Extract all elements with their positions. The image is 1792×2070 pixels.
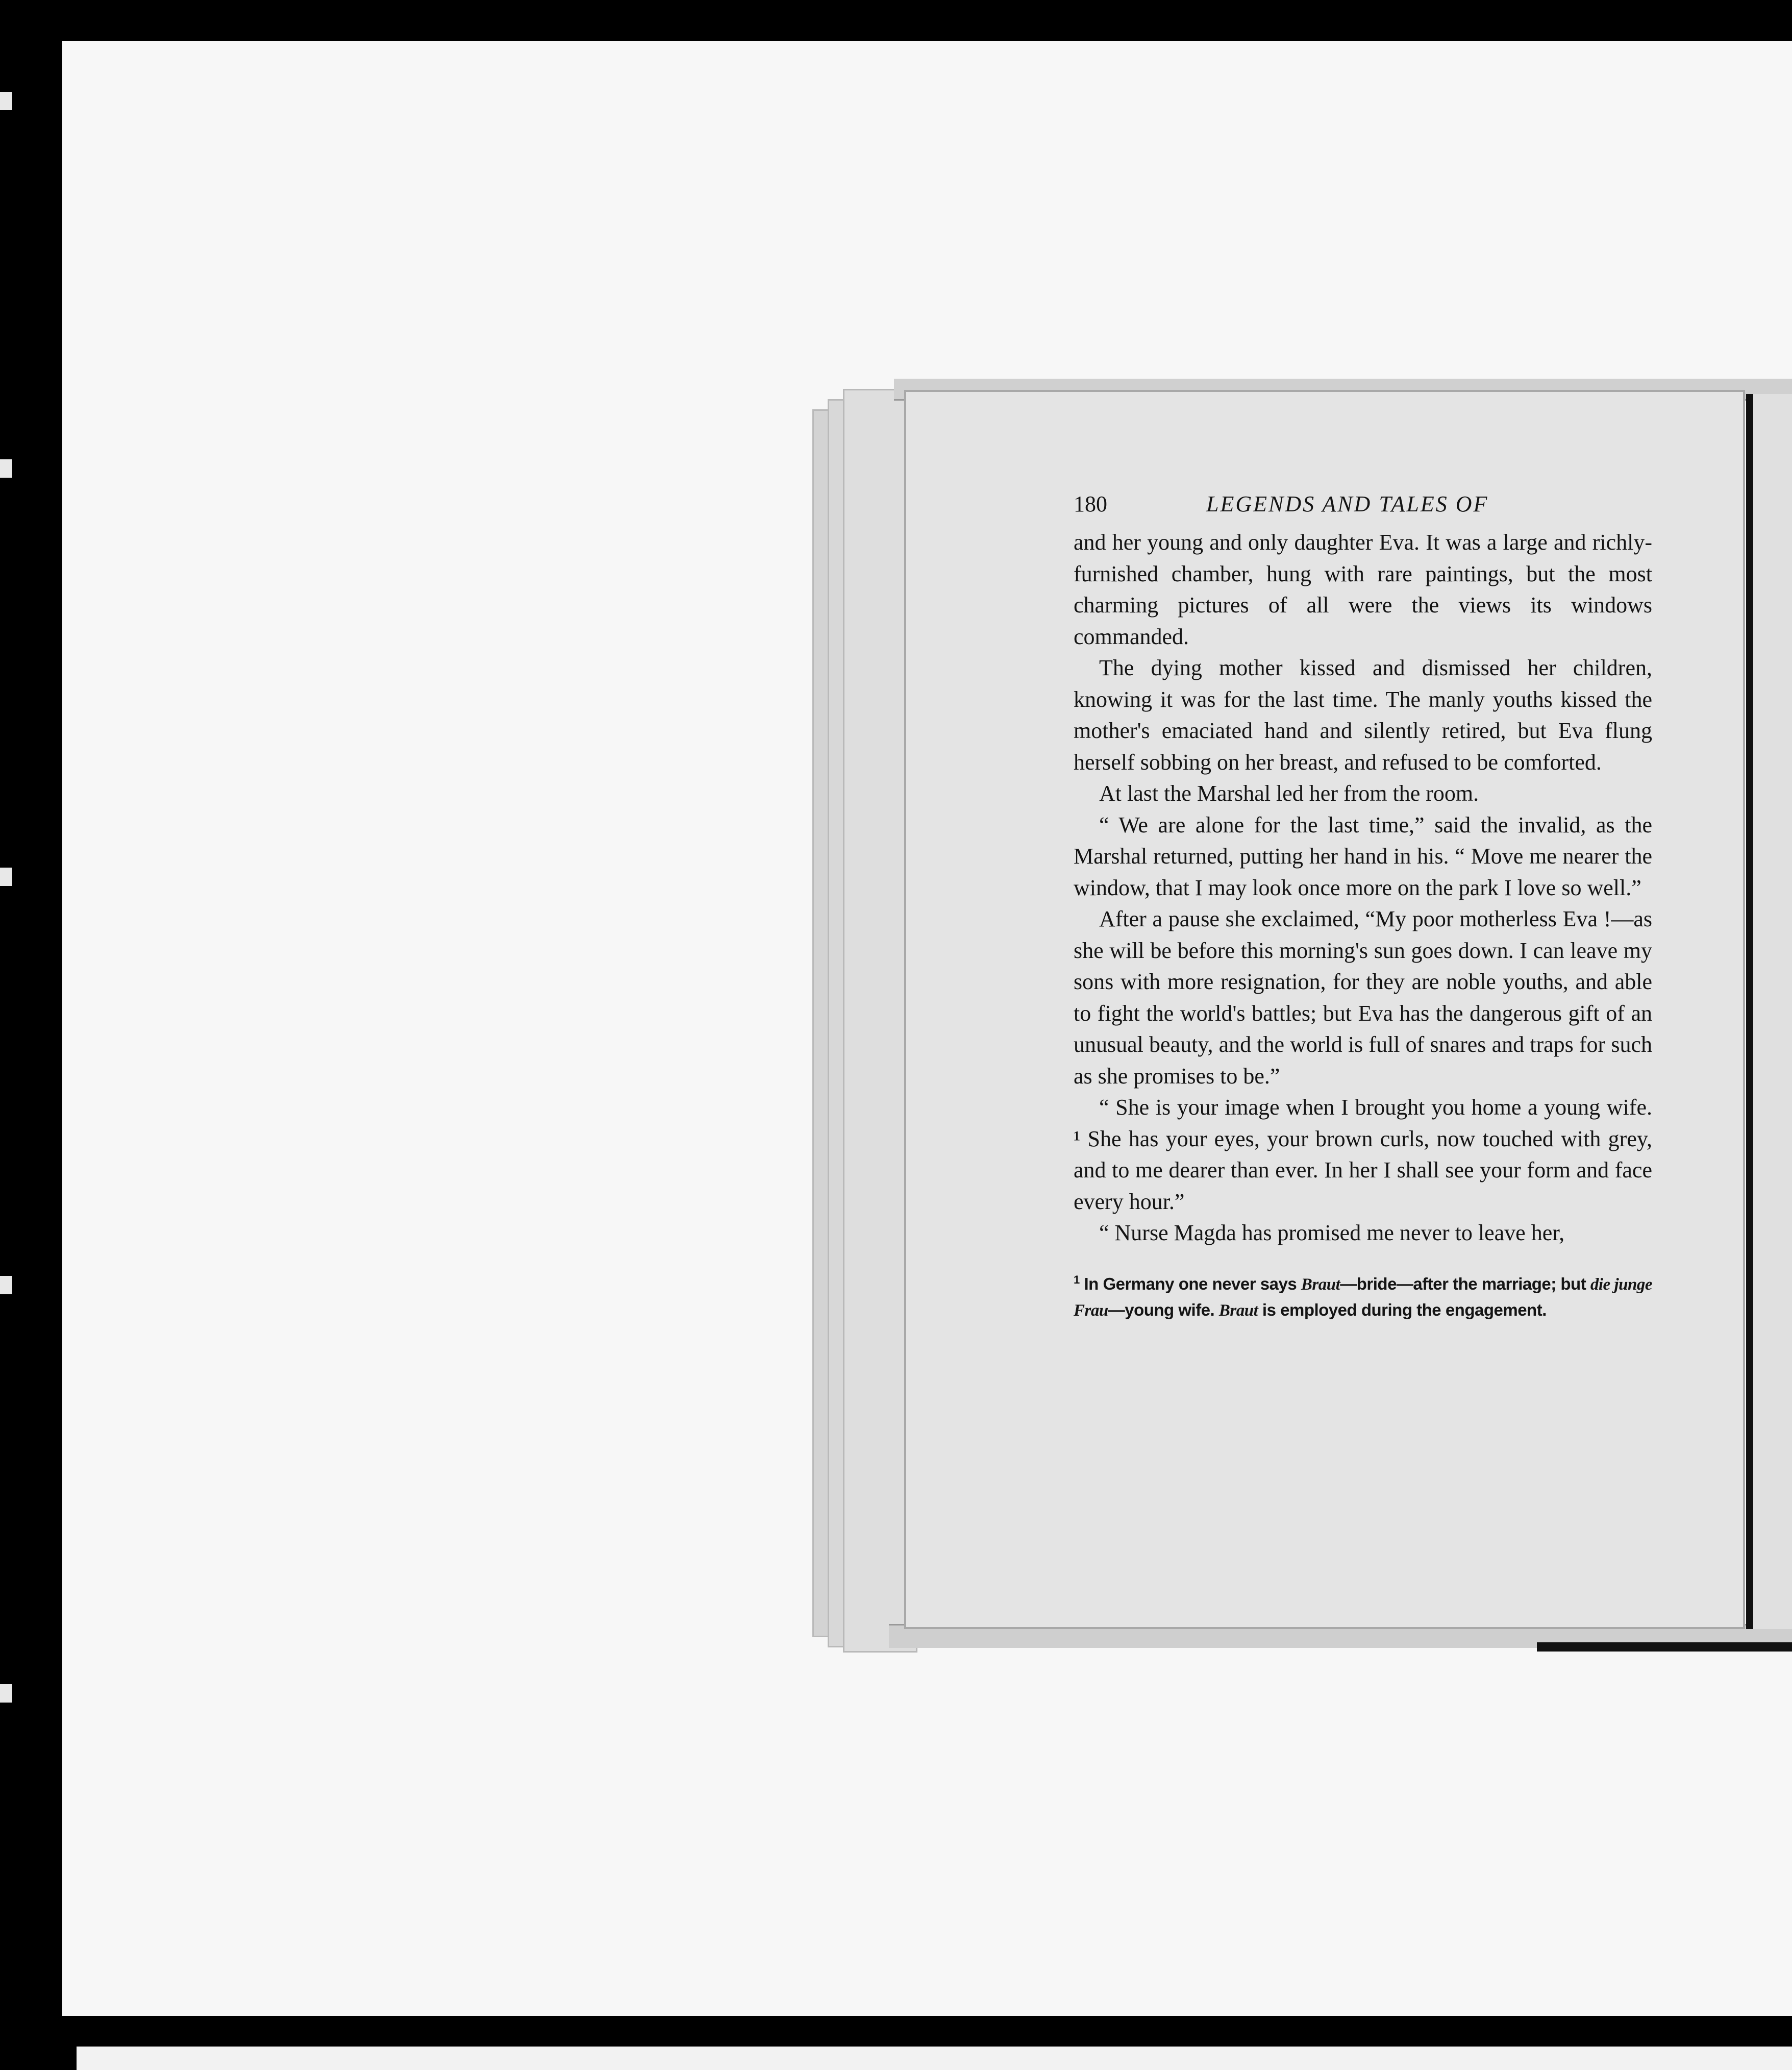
paragraph: and her young and only daughter Eva. It was a large and richly-furnished chamber, hung with rare paintings, but the most charming pictures of all were the views its windows commanded. — [1074, 530, 1652, 649]
film-sprocket — [0, 1684, 12, 1703]
paragraph: “ We are alone for the last time,” said the invalid, as the Marshal returned, putting her hand in his. “ Move me nearer the window, that I may look once more on the park I love so well.” — [1074, 812, 1652, 900]
film-sprocket — [0, 1276, 12, 1294]
running-head — [1074, 491, 1652, 527]
paragraph: The dying mother kissed and dismissed her children, knowing it was for the last time. The manly youths kissed the mother's emaciated hand and silently retired, but Eva flung herself sobbing on her breast, and refused to be comforted. — [1074, 655, 1652, 775]
film-bottom-strip — [77, 2047, 1792, 2070]
footnote-marker: 1 — [1074, 1273, 1080, 1286]
body-text — [1074, 527, 1652, 1249]
page-number: 180 — [1074, 491, 1107, 516]
paragraph: “ She is your image when I brought you home a young wife. ¹ She has your eyes, your brown curls, now touched with grey, and to me dearer than ever. In her I shall see your form and face every hour.” — [1074, 1095, 1652, 1214]
film-sprocket — [0, 868, 12, 886]
footnote-text: In Germany one never says — [1084, 1274, 1301, 1293]
page-text-block — [1074, 491, 1652, 1323]
footnote-text: —young wife. — [1108, 1300, 1219, 1319]
paragraph: At last the Marshal led her from the room. — [1099, 781, 1479, 806]
facing-page-edge — [1753, 394, 1792, 1629]
footnote-text: —bride—after the marriage; but — [1340, 1274, 1590, 1293]
footnote — [1074, 1267, 1652, 1323]
book-gutter — [1746, 394, 1753, 1629]
footnote-term: die junge Frau — [1074, 1275, 1652, 1320]
film-sprocket — [0, 459, 12, 478]
footnote-text: is employed during the engagement. — [1258, 1300, 1547, 1319]
open-book — [812, 379, 1792, 1655]
paragraph: After a pause she exclaimed, “My poor motherless Eva !—as she will be before this morning's sun goes down. I can leave my sons with more resignation, for they are noble youths, and able to fight the world's battles; but Eva has the dangerous gift of an unusual beauty, and the world is full of snares and traps for such as she promises to be.” — [1074, 906, 1652, 1089]
footnote-term: Braut — [1301, 1275, 1340, 1294]
film-sprocket — [0, 92, 12, 110]
paragraph: “ Nurse Magda has promised me never to leave her, — [1099, 1220, 1565, 1245]
footnote-term: Braut — [1218, 1301, 1258, 1320]
running-title: LEGENDS AND TALES OF — [1206, 491, 1489, 516]
book-shadow — [1537, 1642, 1792, 1652]
